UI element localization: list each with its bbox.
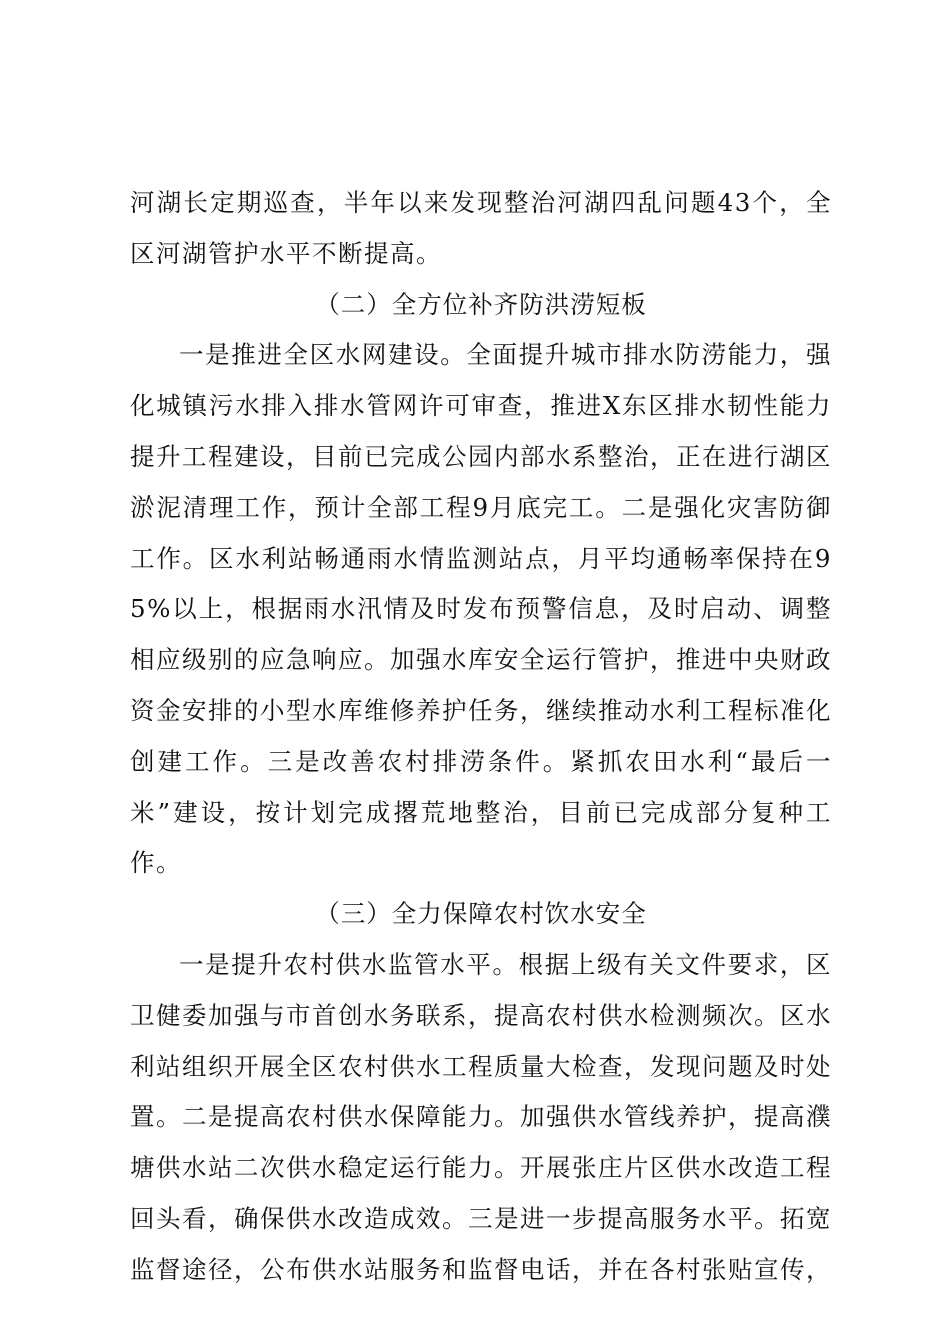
document-body xyxy=(130,178,832,1296)
paragraph-flood-control: 一是推进全区水网建设。全面提升城市排水防涝能力，强化城镇污水排入排水管网许可审查，推进X东区排水韧性能力提升工程建设，目前已完成公园内部水系整治，正在进行湖区淤泥清理工作，预计全部工程9月底完工。二是强化灾害防御工作。区水利站畅通雨水情监测站点，月平均通畅率保持在95%以上，根据雨水汛情及时发布预警信息，及时启动、调整相应级别的应急响应。加强水库安全运行管护，推进中央财政资金安排的小型水库维修养护任务，继续推动水利工程标准化创建工作。三是改善农村排涝条件。紧抓农田水利“最后一米”建设，按计划完成撂荒地整治，目前已完成部分复种工作。 xyxy=(130,340,832,878)
paragraph-rural-water-safety: 一是提升农村供水监管水平。根据上级有关文件要求，区卫健委加强与市首创水务联系，提高农村供水检测频次。区水利站组织开展全区农村供水工程质量大检查，发现问题及时处置。二是提高农村供水保障能力。加强供水管线养护，提高濮塘供水站二次供水稳定运行能力。开展张庄片区供水改造工程回头看，确保供水改造成效。三是进一步提高服务水平。拓宽监督途径，公布供水站服务和监督电话，并在各村张贴宣传， xyxy=(130,949,832,1284)
section-heading-flood-control: （二）全方位补齐防洪涝短板 xyxy=(315,289,647,319)
paragraph-river-lake-inspection: 河湖长定期巡查，半年以来发现整治河湖四乱问题43个，全区河湖管护水平不断提高。 xyxy=(130,188,832,268)
section-heading-rural-water-safety: （三）全力保障农村饮水安全 xyxy=(315,899,647,929)
